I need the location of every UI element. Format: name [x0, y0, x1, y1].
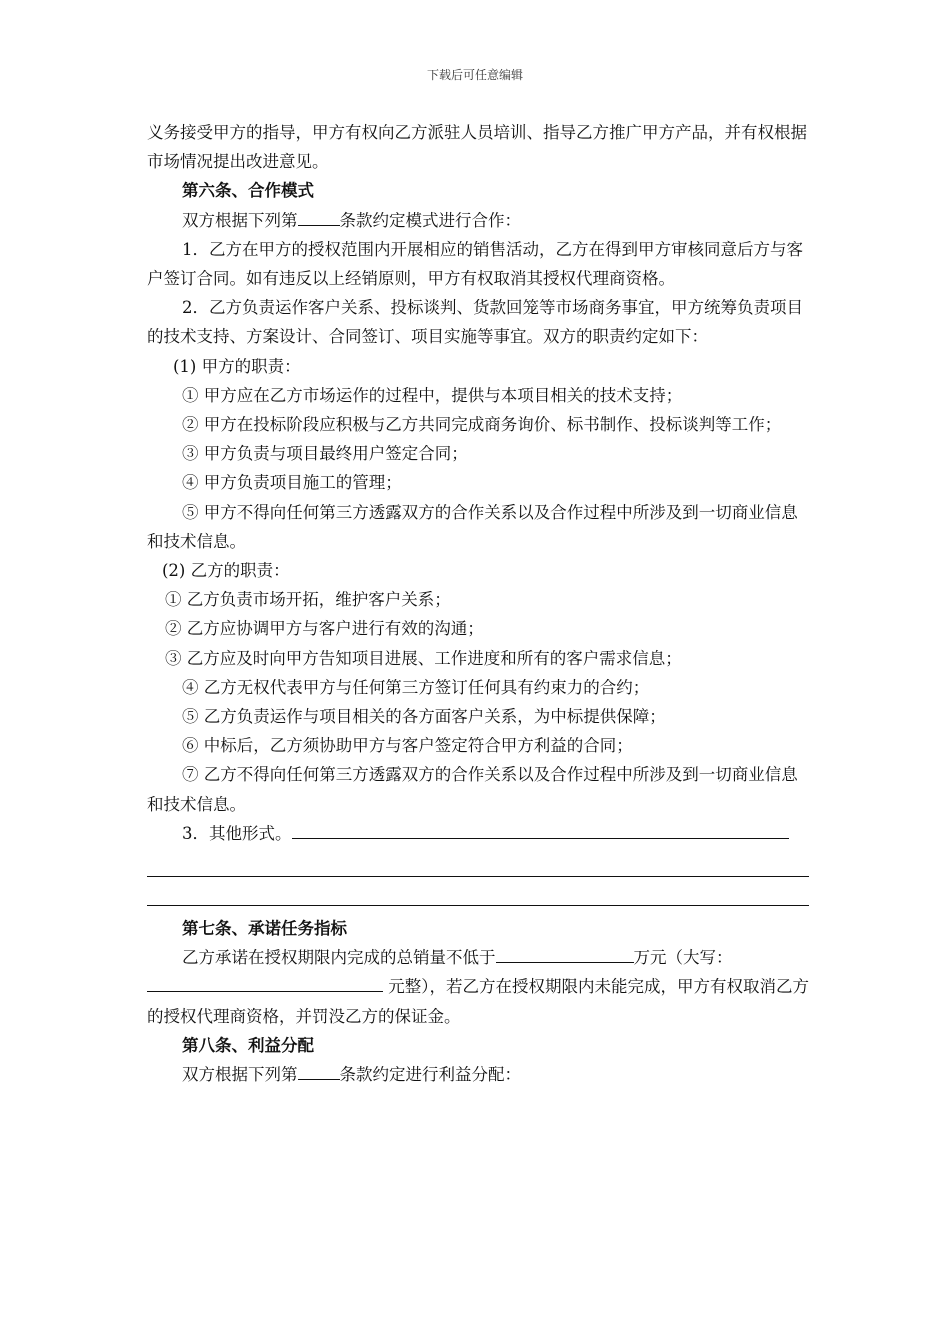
party-b-duty: ③ 乙方应及时向甲方告知项目进展、工作进度和所有的客户需求信息； — [165, 648, 682, 668]
party-a-duty: ③ 甲方负责与项目最终用户签定合同； — [182, 444, 468, 464]
other-forms-blank — [292, 838, 789, 839]
intro-text-a: 双方根据下列第 — [182, 1065, 298, 1085]
party-a-duty: ⑤ 甲方不得向任何第三方透露双方的合作关系以及合作过程中所涉及到一切商业信息和技术信息。 — [147, 502, 798, 551]
intro-text-b: 条款约定模式进行合作： — [339, 210, 521, 230]
document-body — [147, 118, 809, 1089]
article-6-item-3 — [147, 819, 809, 848]
party-b-duty: ① 乙方负责市场开拓，维护客户关系； — [165, 590, 451, 610]
article-6-item-1: 1．乙方在甲方的授权范围内开展相应的销售活动，乙方在得到甲方审核同意后方与客户签订合同。如有违反以上经销原则，甲方有权取消其授权代理商资格。 — [147, 239, 803, 289]
party-a-duties-title: (1) 甲方的职责： — [173, 356, 301, 376]
intro-text-a: 双方根据下列第 — [182, 210, 298, 230]
party-b-duty: ⑤ 乙方负责运作与项目相关的各方面客户关系，为中标提供保障； — [182, 707, 666, 727]
party-b-duty: ④ 乙方无权代表甲方与任何第三方签订任何具有约束力的合约； — [182, 677, 650, 697]
party-b-duty: ⑦ 乙方不得向任何第三方透露双方的合作关系以及合作过程中所涉及到一切商业信息和技术信息。 — [147, 765, 798, 814]
article-6-intro — [147, 206, 809, 235]
commit-text-c: 元整），若乙方在授权期限内未能完成，甲方有权取消乙方的授权代理商资格，并罚没乙方的保证金。 — [147, 977, 809, 1026]
article-6-item-2: 2．乙方负责运作客户关系、投标谈判、货款回笼等市场商务事宜，甲方统筹负责项目的技术支持、方案设计、合同签订、项目实施等事宜。双方的职责约定如下： — [147, 298, 803, 347]
clause-number-blank — [298, 1079, 340, 1080]
blank-line — [147, 848, 809, 877]
article-8-intro — [147, 1060, 809, 1089]
article-7-title: 第七条、承诺任务指标 — [182, 919, 347, 939]
sales-amount-blank — [496, 962, 634, 963]
party-b-duties-title: (2) 乙方的职责： — [162, 561, 290, 581]
party-b-duty: ⑥ 中标后，乙方须协助甲方与客户签定符合甲方利益的合同； — [182, 736, 633, 756]
party-a-duty: ① 甲方应在乙方市场运作的过程中，提供与本项目相关的技术支持； — [182, 385, 683, 405]
article-6-title: 第六条、合作模式 — [182, 181, 314, 201]
amount-in-words-blank — [147, 991, 383, 992]
party-a-duty: ② 甲方在投标阶段应积极与乙方共同完成商务询价、标书制作、投标谈判等工作； — [182, 415, 782, 435]
party-a-duty: ④ 甲方负责项目施工的管理； — [182, 473, 402, 493]
article-8-title: 第八条、利益分配 — [182, 1035, 314, 1055]
commit-text-a: 乙方承诺在授权期限内完成的总销量不低于 — [182, 948, 496, 968]
article-7-text — [147, 943, 809, 1031]
intro-text-b: 条款约定进行利益分配： — [339, 1065, 521, 1085]
party-b-duty: ② 乙方应协调甲方与客户进行有效的沟通； — [165, 619, 484, 639]
commit-text-b: 万元（大写： — [633, 948, 733, 968]
blank-line — [147, 877, 809, 906]
other-forms-label: 3．其他形式。 — [182, 823, 292, 843]
page-header: 下载后可任意编辑 — [426, 68, 523, 82]
paragraph-duty: 义务接受甲方的指导，甲方有权向乙方派驻人员培训、指导乙方推广甲方产品，并有权根据市场情况提出改进意见。 — [147, 123, 807, 172]
clause-number-blank — [298, 225, 340, 226]
